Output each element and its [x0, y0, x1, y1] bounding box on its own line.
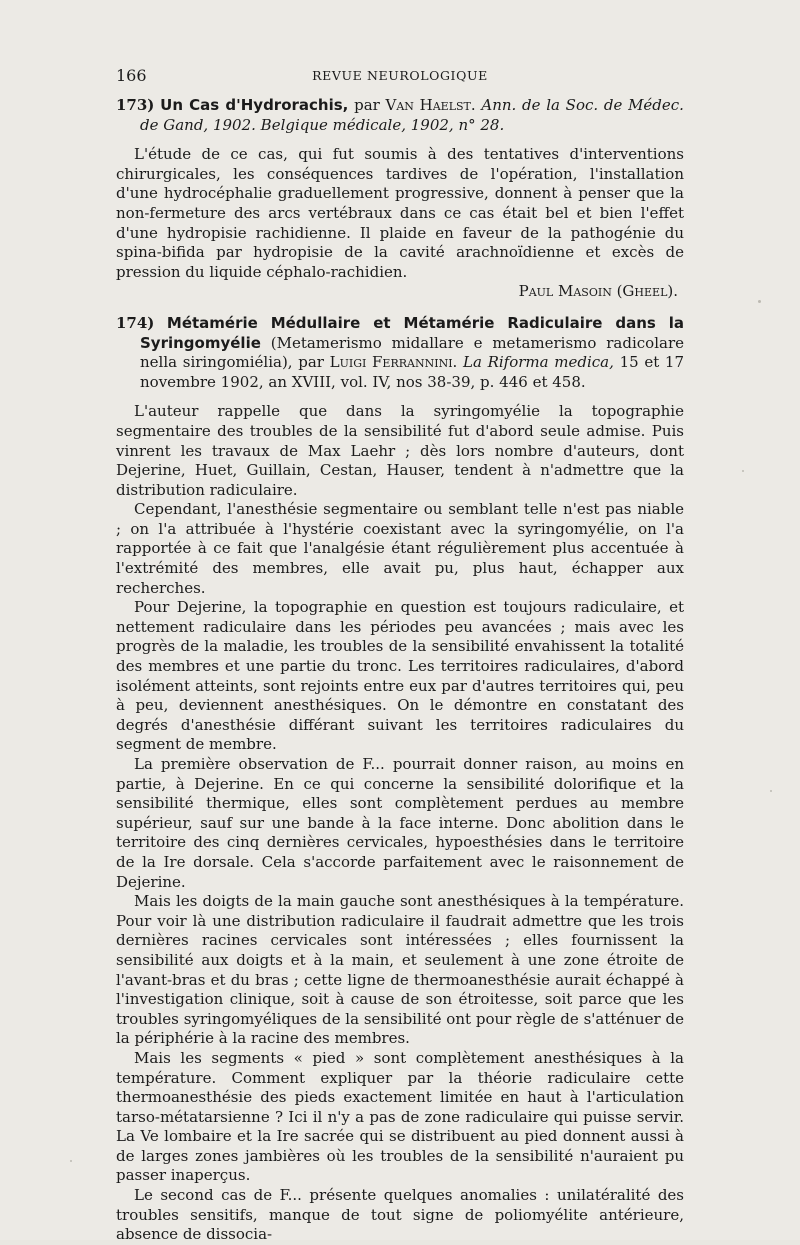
article-174-number: 174): [116, 313, 155, 332]
article-173-signature: Paul Masoin (Gheel).: [518, 282, 678, 301]
running-head: REVUE NEUROLOGIQUE: [312, 68, 488, 83]
article-174-paragraph-7: Le second cas de F... présente quelques anomalies : unilatéralité des troubles sensitifs, manque de tout signe de poliomyélite antérieure, absence de dissocia-: [116, 1186, 684, 1244]
article-173-number: 173): [116, 96, 155, 114]
article-174-citation: 15 et 17 novembre 1902, an XVIII, vol. IV, nos 38-39, p. 446 et 458.: [140, 353, 684, 391]
article-174-paragraph-2: Cependant, l'anesthésie segmentaire ou semblant telle n'est pas niable ; on l'a attribuée à l'hystérie coexistant avec la syringomyélie, on l'a rapportée à ce fait que l'analgésie étant régulièrement plus accentuée à l'extrémité des membres, elle avait pu, plus haut, échapper aux recherches.: [116, 500, 684, 597]
article-173-heading: [116, 96, 684, 135]
article-174-heading: [116, 314, 684, 392]
paper-speck: [770, 790, 772, 792]
article-173-title: Un Cas d'Hydrorachis,: [160, 96, 349, 114]
page-number: 166: [116, 66, 147, 85]
page-header: [116, 66, 684, 86]
article-174-title: Métamérie Médullaire et Métamérie Radiculaire dans la Syringomyélie: [140, 313, 684, 352]
article-174-author: Luigi Ferrannini.: [329, 353, 458, 372]
article-174-paragraph-3: Pour Dejerine, la topographie en question est toujours radiculaire, et nettement radiculaire dans les périodes peu avancées ; mais avec les progrès de la maladie, les troubles de la sensibilité envahissent la totalité des membres et une partie du tronc. Les territoires radiculaires, d'abord isolément atteints, sont rejoints entre eux par d'autres territoires qui, peu à peu, deviennent anesthésiques. On le démontre en constatant des degrés d'anesthésie différant suivant les territoires radiculaires du segment de membre.: [116, 598, 684, 754]
paper-speck: [70, 1160, 72, 1162]
article-174-paragraph-1: L'auteur rappelle que dans la syringomyélie la topographie segmentaire des troubles de la sensibilité fut d'abord seule admise. Puis vinrent les travaux de Max Laehr ; dès lors nombre d'auteurs, dont Dejerine, Huet, Guillain, Cestan, Hauser, tendent à n'admettre que la distribution radiculaire.: [116, 402, 684, 499]
article-173-author: Van Haelst.: [385, 96, 476, 114]
article-174-paragraph-5: Mais les doigts de la main gauche sont anesthésiques à la température. Pour voir là une distribution radiculaire il faudrait admettre que les trois dernières racines cervicales sont intéressées ; elles fournissent la sensibilité aux doigts et à la main, et seulement à une zone étroite de l'avant-bras et du bras ; cette ligne de thermoanesthésie aurait échappé à l'investigation clinique, soit à cause de son étroitesse, soit parce que les troubles syringomyéliques de la sensibilité ont pour règle de s'atténuer de la périphérie à la racine des membres.: [116, 892, 684, 1048]
article-174-paragraph-4: La première observation de F... pourrait donner raison, au moins en partie, à Dejerine. En ce qui concerne la sensibilité dolorifique et la sensibilité thermique, elles sont complètement perdues au membre supérieur, sauf sur une bande à la face interne. Donc abolition dans le territoire des cinq dernières cervicales, hypoesthésies dans le territoire de la Ire dorsale. Cela s'accorde parfaitement avec le raisonnement de Dejerine.: [116, 755, 684, 891]
paper-speck: [742, 470, 744, 472]
article-173-citation: Ann. de la Soc. de Médec. de Gand, 1902. Belgique médicale, 1902, n° 28.: [140, 96, 684, 134]
page-body: [116, 96, 684, 1245]
paper-speck: [758, 300, 761, 303]
article-174-subtitle: (Metamerismo midallare e metamerismo radicolare nella siringomiélia), par: [140, 333, 684, 372]
article-174-journal: La Riforma medica,: [463, 353, 614, 372]
article-173-by: par: [354, 96, 380, 114]
article-174-paragraph-6: Mais les segments « pied » sont complètement anesthésiques à la température. Comment expliquer par la théorie radiculaire cette thermoanesthésie des pieds exactement limitée en haut à l'articulation tarso-métatarsienne ? Ici il n'y a pas de zone radiculaire qui puisse servir. La Ve lombaire et la Ire sacrée qui se distribuent au pied donnent aussi à de larges zones jambières où les troubles de la sensibilité n'auraient pu passer inaperçus.: [116, 1048, 684, 1185]
article-173-paragraph: L'étude de ce cas, qui fut soumis à des tentatives d'interventions chirurgicales, les conséquences tardives de l'opération, l'installation d'une hydrocéphalie graduellement progressive, donnent à penser que la non-fermeture des arcs vertébraux dans ce cas était bel et bien l'effet d'une hydropisie rachidienne. Il plaide en faveur de la pathogénie du spina-bifida par hydropisie de la cavité arachnoïdienne et excès de pression du liquide céphalo-rachidien.: [116, 145, 684, 281]
